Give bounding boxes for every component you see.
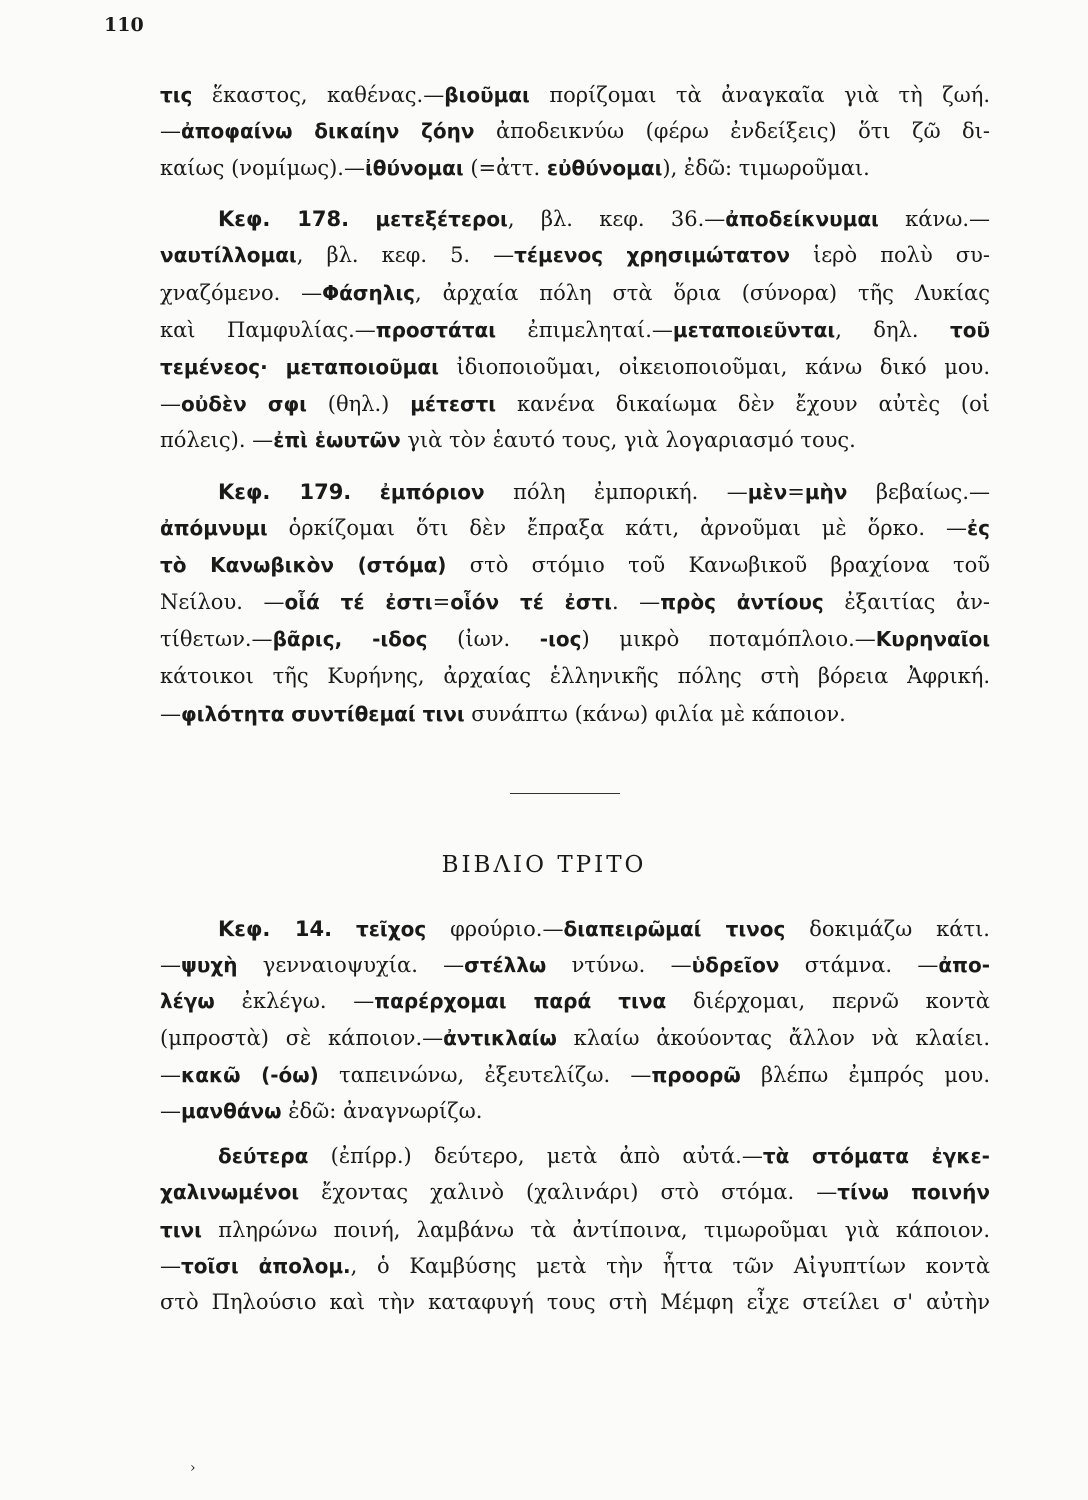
stray-mark: › (190, 1460, 196, 1476)
text-line: Κεφ. 179. ἐμπόριον πόλη ἐμπορική. —μὲν=μὴν βεβαίως.— (218, 480, 990, 504)
text-line: καίως (νομίμως).—ἰθύνομαι (=ἀττ. εὐθύνομαι), ἐδῶ: τιμωροῦμαι. (160, 156, 870, 180)
page-number: 110 (104, 14, 144, 36)
text-line: πόλεις). —ἐπὶ ἑωυτῶν γιὰ τὸν ἑαυτό τους, γιὰ λογαριασμό τους. (160, 428, 856, 452)
text-line: —ψυχὴ γενναιοψυχία. —στέλλω ντύνω. —ὑδρεῖον στάμνα. —ἀπο- (160, 953, 990, 977)
text-line: καὶ Παμφυλίας.—προστάται ἐπιμεληταί.—μεταποιεῦνται, δηλ. τοῦ (160, 318, 990, 342)
text-line: Κεφ. 14. τεῖχος φρούριο.—διαπειρῶμαί τινος δοκιμάζω κάτι. (218, 917, 990, 941)
text-line: —τοῖσι ἀπολομ., ὁ Καμβύσης μετὰ τὴν ἧττα τῶν Αἰγυπτίων κοντὰ (160, 1254, 990, 1278)
text-line: κάτοικοι τῆς Κυρήνης, ἀρχαίας ἑλληνικῆς πόλης στὴ βόρεια Ἀφρική. (160, 664, 990, 688)
text-line: (μπροστὰ) σὲ κάποιον.—ἀντικλαίω κλαίω ἀκούοντας ἄλλον νὰ κλαίει. (160, 1026, 990, 1050)
text-line: —οὐδὲν σφι (θηλ.) μέτεστι κανένα δικαίωμα δὲν ἔχουν αὐτὲς (οἱ (160, 392, 991, 416)
text-line: Κεφ. 178. μετεξέτεροι, βλ. κεφ. 36.—ἀποδείκνυμαι κάνω.— (218, 207, 991, 231)
text-line: λέγω ἐκλέγω. —παρέρχομαι παρά τινα διέρχομαι, περνῶ κοντὰ (160, 989, 990, 1013)
text-line: Νείλου. —οἷά τέ ἐστι=οἷόν τέ ἐστι. —πρὸς ἀντίους ἐξαιτίας ἀν- (160, 590, 990, 614)
text-line: τεμένεος· μεταποιοῦμαι ἰδιοποιοῦμαι, οἰκειοποιοῦμαι, κάνω δικό μου. (160, 355, 990, 379)
text-line: τίθετων.—βᾶρις, -ιδος (ἰων. -ιος) μικρὸ ποταμόπλοιο.—Κυρηναῖοι (160, 627, 991, 651)
text-line: τὸ Κανωβικὸν (στόμα) στὸ στόμιο τοῦ Κανωβικοῦ βραχίονα τοῦ (160, 553, 990, 577)
text-line: δεύτερα (ἐπίρρ.) δεύτερο, μετὰ ἀπὸ αὐτά.—τὰ στόματα ἐγκε- (218, 1144, 990, 1168)
text-line: χαλινωμένοι ἔχοντας χαλινὸ (χαλινάρι) στὸ στόμα. —τίνω ποινήν (160, 1180, 990, 1204)
text-line: —κακῶ (-όω) ταπεινώνω, ἐξευτελίζω. —προορῶ βλέπω ἐμπρός μου. (160, 1063, 990, 1087)
text-line: στὸ Πηλούσιο καὶ τὴν καταφυγή τους στὴ Μέμφη εἶχε στείλει σ' αὐτὴν (160, 1290, 990, 1314)
text-line: ναυτίλλομαι, βλ. κεφ. 5. —τέμενος χρησιμώτατον ἱερὸ πολὺ συ- (160, 243, 990, 267)
text-line: —ἀποφαίνω δικαίην ζόην ἀποδεικνύω (φέρω ἐνδείξεις) ὅτι ζῶ δι- (160, 119, 990, 143)
text-line: τις ἕκαστος, καθένας.—βιοῦμαι πορίζομαι τὰ ἀναγκαῖα γιὰ τὴ ζωή. (160, 83, 990, 107)
text-line: —φιλότητα συντίθεμαί τινι συνάπτω (κάνω) φιλία μὲ κάποιον. (160, 702, 846, 726)
text-line: —μανθάνω ἐδῶ: ἀναγνωρίζω. (160, 1099, 483, 1123)
text-line: τινι πληρώνω ποινή, λαμβάνω τὰ ἀντίποινα, τιμωροῦμαι γιὰ κάποιον. (160, 1218, 990, 1242)
text-line: χναζόμενο. —Φάσηλις, ἀρχαία πόλη στὰ ὅρια (σύνορα) τῆς Λυκίας (160, 281, 991, 305)
text-line: ἀπόμνυμι ὁρκίζομαι ὅτι δὲν ἔπραξα κάτι, ἀρνοῦμαι μὲ ὅρκο. —ἐς (160, 516, 990, 540)
book-title: ΒΙΒΛΙΟ ΤΡΙΤΟ (441, 852, 647, 878)
section-divider (510, 793, 620, 794)
